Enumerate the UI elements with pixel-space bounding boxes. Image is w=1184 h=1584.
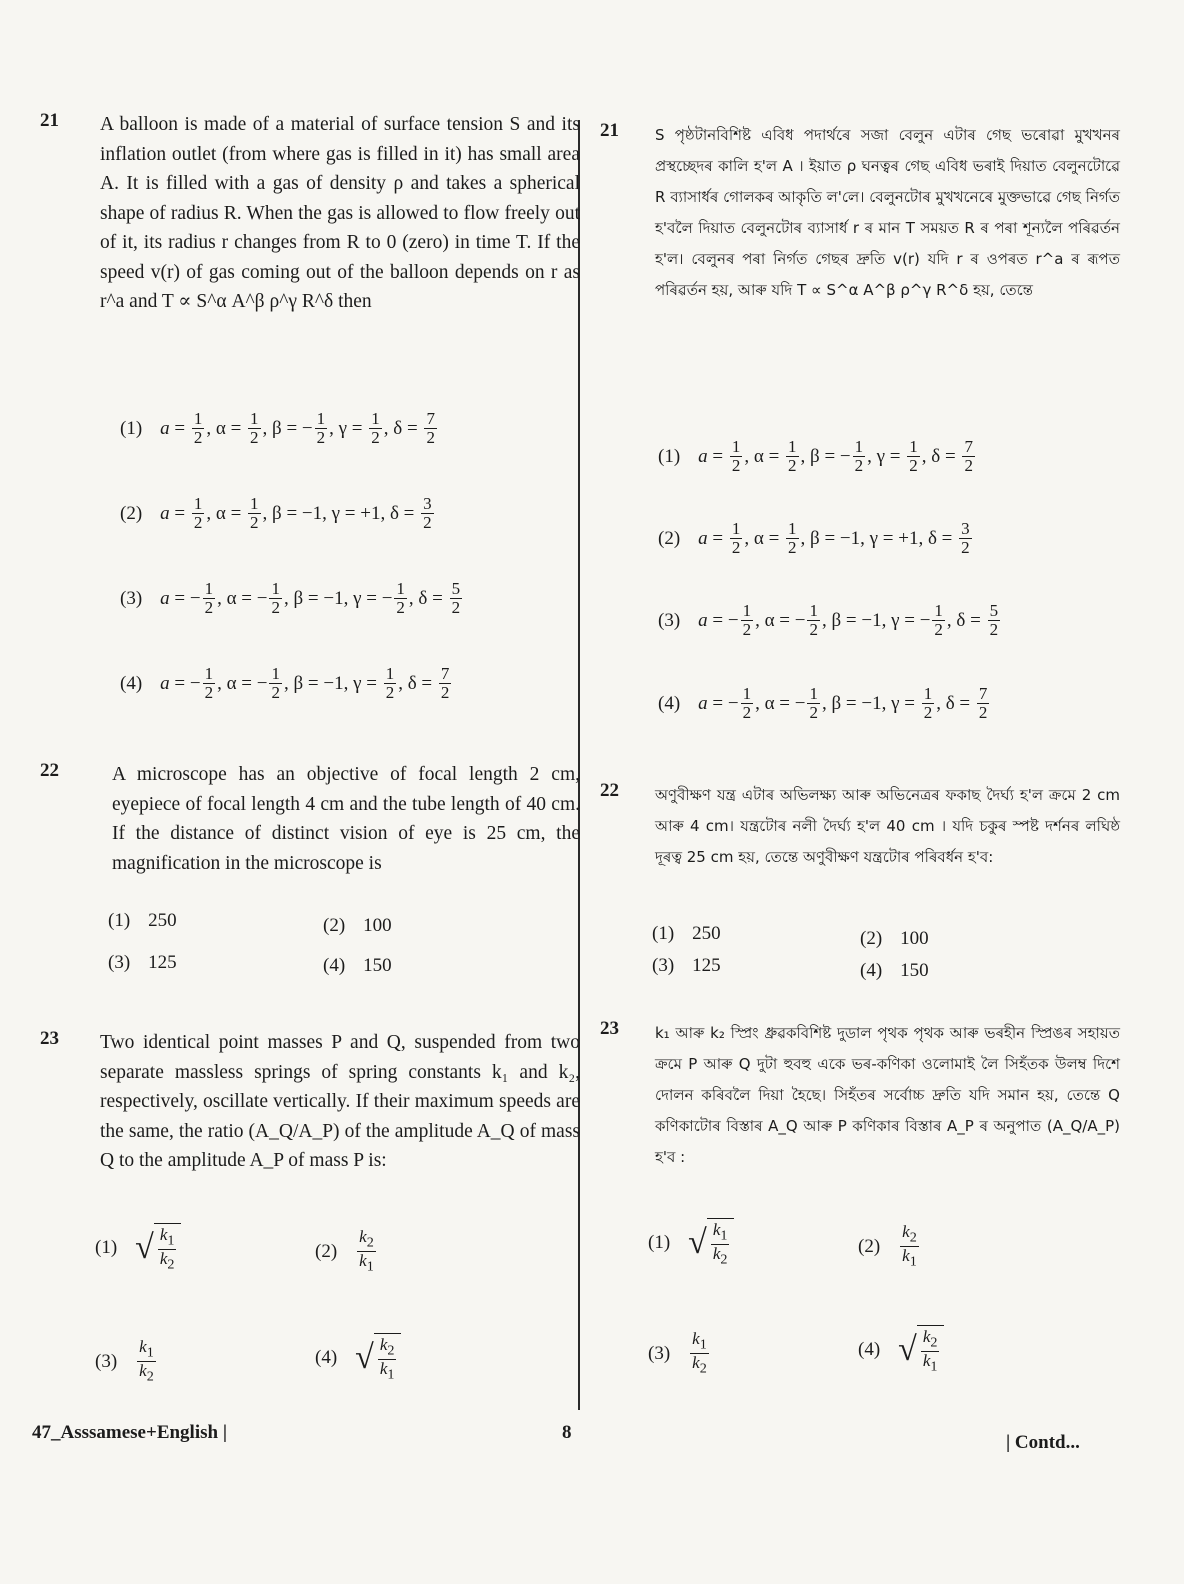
option-1[interactable]: (1) √ $\frac{k_1}{k_2}$ xyxy=(648,1218,734,1269)
option-2[interactable]: (2) $\frac{k_2}{k_1}$ xyxy=(858,1222,917,1270)
option-4[interactable]: (4) a = − $\frac{1}{2}$ , α = − $\frac{1}{2}$ , β = −1, γ = $\frac{1}{2}$ , δ = $\frac{7}{2}$ xyxy=(658,684,988,722)
question-number: 21 xyxy=(40,110,59,131)
option-2[interactable]: (2) a = $\frac{1}{2}$ , α = $\frac{1}{2}$ , β = −1, γ = +1, δ = $\frac{3}{2}$ xyxy=(658,519,970,557)
question-number: 23 xyxy=(600,1018,619,1039)
option-3[interactable]: (3) $\frac{k_1}{k_2}$ xyxy=(95,1337,154,1385)
option-2[interactable]: (2) $\frac{k_2}{k_1}$ xyxy=(315,1227,374,1275)
question-text: A balloon is made of a material of surface tension S and its inflation outlet (from where gas is filled in it) has small area A. It is filled with a gas of density ρ and takes a spherical shape of radius R. When the gas is allowed to flow freely out of it, its radius r changes from R to 0 (zero) in time T. If the speed v(r) of gas coming out of the balloon depends on r as r^a and T ∝ S^α A^β ρ^γ R^δ then xyxy=(100,114,580,312)
option-3[interactable]: (3) 125 xyxy=(108,952,177,973)
question-text: k₁ আৰু k₂ স্প্ৰিং ধ্ৰুৱকবিশিষ্ট দুডাল পৃথক পৃথক আৰু ভৰহীন স্প্ৰিঙৰ সহায়ত ক্ৰমে P আৰু Q দুটা হুবহু একে ভৰ-কণিকা ওলোমাই লৈ সিহঁতক উলম্ব দিশে দোলন কৰিবলৈ দিয়া হৈছে। সিহঁতৰ সৰ্বোচ্চ দ্ৰুতি যদি সমান হয়, তেন্তে Q কণিকাটোৰ বিস্তাৰ A_Q আৰু P কণিকাৰ বিস্তাৰ A_P ৰ অনুপাত (A_Q/A_P) হ'ব : xyxy=(655,1024,1120,1166)
option-4[interactable]: (4) √ $\frac{k_2}{k_1}$ xyxy=(315,1333,401,1384)
option-4[interactable]: (4) 150 xyxy=(860,960,929,981)
option-3[interactable]: (3) a = − $\frac{1}{2}$ , α = − $\frac{1}{2}$ , β = −1, γ = − $\frac{1}{2}$ , δ = $\frac{5}{2}$ xyxy=(120,579,461,617)
option-1[interactable]: (1) a = $\frac{1}{2}$ , α = $\frac{1}{2}$ , β = − $\frac{1}{2}$ , γ = $\frac{1}{2}$ , δ = $\frac{7}{2}$ xyxy=(658,437,973,475)
question-text: S পৃষ্ঠটানবিশিষ্ট এবিধ পদাৰ্থৰে সজা বেলুন এটাৰ গেছ ভৰোৱা মুখখনৰ প্ৰস্থচ্ছেদৰ কালি হ'ল A । ইয়াত ρ ঘনত্বৰ গেছ এবিধ ভৰাই দিয়াত বেলুনটোৱে R ব্যাসাৰ্ধৰ গোলকৰ আকৃতি ল'লে। বেলুনটোৰ মুখখনেৰে মুক্তভাৱে গেছ নিৰ্গত হ'বলৈ দিয়াত বেলুনটোৰ ব্যাসাৰ্ধ r ৰ মান T সময়ত R ৰ পৰা শূন্যলৈ পৰিৱৰ্তন হ'ল। বেলুনৰ পৰা নিৰ্গত গেছৰ দ্ৰুতি v(r) যদি r ৰ ওপৰত r^a ৰ ৰূপত পৰিৱৰ্তন হয়, আৰু যদি T ∝ S^α A^β ρ^γ R^δ হয়, তেন্তে xyxy=(655,126,1120,299)
option-1[interactable]: (1) √ $\frac{k_1}{k_2}$ xyxy=(95,1223,181,1274)
option-1[interactable]: (1) 250 xyxy=(108,910,177,931)
option-4[interactable]: (4) a = − $\frac{1}{2}$ , α = − $\frac{1}{2}$ , β = −1, γ = $\frac{1}{2}$ , δ = $\frac{7}{2}$ xyxy=(120,664,450,702)
option-3[interactable]: (3) 125 xyxy=(652,955,721,976)
option-4[interactable]: (4) √ $\frac{k_2}{k_1}$ xyxy=(858,1325,944,1376)
question-number: 22 xyxy=(600,780,619,801)
option-2[interactable]: (2) 100 xyxy=(860,928,929,949)
question-text: অণুবীক্ষণ যন্ত্ৰ এটাৰ অভিলক্ষ্য আৰু অভিনেত্ৰৰ ফকাছ দৈৰ্ঘ্য হ'ল ক্ৰমে 2 cm আৰু 4 cm। যন্ত্ৰটোৰ নলী দৈৰ্ঘ্য হ'ল 40 cm । যদি চকুৰ স্পষ্ট দৰ্শনৰ লঘিষ্ঠ দূৰত্ব 25 cm হয়, তেন্তে অণুবীক্ষণ যন্ত্ৰটোৰ পৰিবৰ্ধন হ'ব: xyxy=(655,786,1120,866)
question-text: A microscope has an objective of focal length 2 cm, eyepiece of focal length 4 cm and the tube length of 40 cm. If the distance of distinct vision of eye is 25 cm, the magnification in the microscope is xyxy=(112,764,580,874)
question-number: 21 xyxy=(600,120,619,141)
option-1[interactable]: (1) 250 xyxy=(652,923,721,944)
question-number: 22 xyxy=(40,760,59,781)
question-number: 23 xyxy=(40,1028,59,1049)
question-text: Two identical point masses P and Q, suspended from two separate massless springs of spring constants k₁ and k₂, respectively, oscillate vertically. If their maximum speeds are the same, the ratio (A_Q/A_P) of the amplitude A_Q of mass Q to the amplitude A_P of mass P is: xyxy=(100,1032,580,1171)
option-1[interactable]: (1) a = $\frac{1}{2}$ , α = $\frac{1}{2}$ , β = − $\frac{1}{2}$ , γ = $\frac{1}{2}$ , δ = $\frac{7}{2}$ xyxy=(120,409,435,447)
footer-contd: | Contd... xyxy=(1006,1432,1080,1453)
option-3[interactable]: (3) $\frac{k_1}{k_2}$ xyxy=(648,1329,707,1377)
option-2[interactable]: (2) a = $\frac{1}{2}$ , α = $\frac{1}{2}$ , β = −1, γ = +1, δ = $\frac{3}{2}$ xyxy=(120,494,432,532)
page-number: 8 xyxy=(562,1422,572,1443)
option-2[interactable]: (2) 100 xyxy=(323,915,392,936)
option-3[interactable]: (3) a = − $\frac{1}{2}$ , α = − $\frac{1}{2}$ , β = −1, γ = − $\frac{1}{2}$ , δ = $\frac{5}{2}$ xyxy=(658,601,999,639)
footer-booklet-code: 47_Asssamese+English | xyxy=(32,1422,228,1443)
option-4[interactable]: (4) 150 xyxy=(323,955,392,976)
